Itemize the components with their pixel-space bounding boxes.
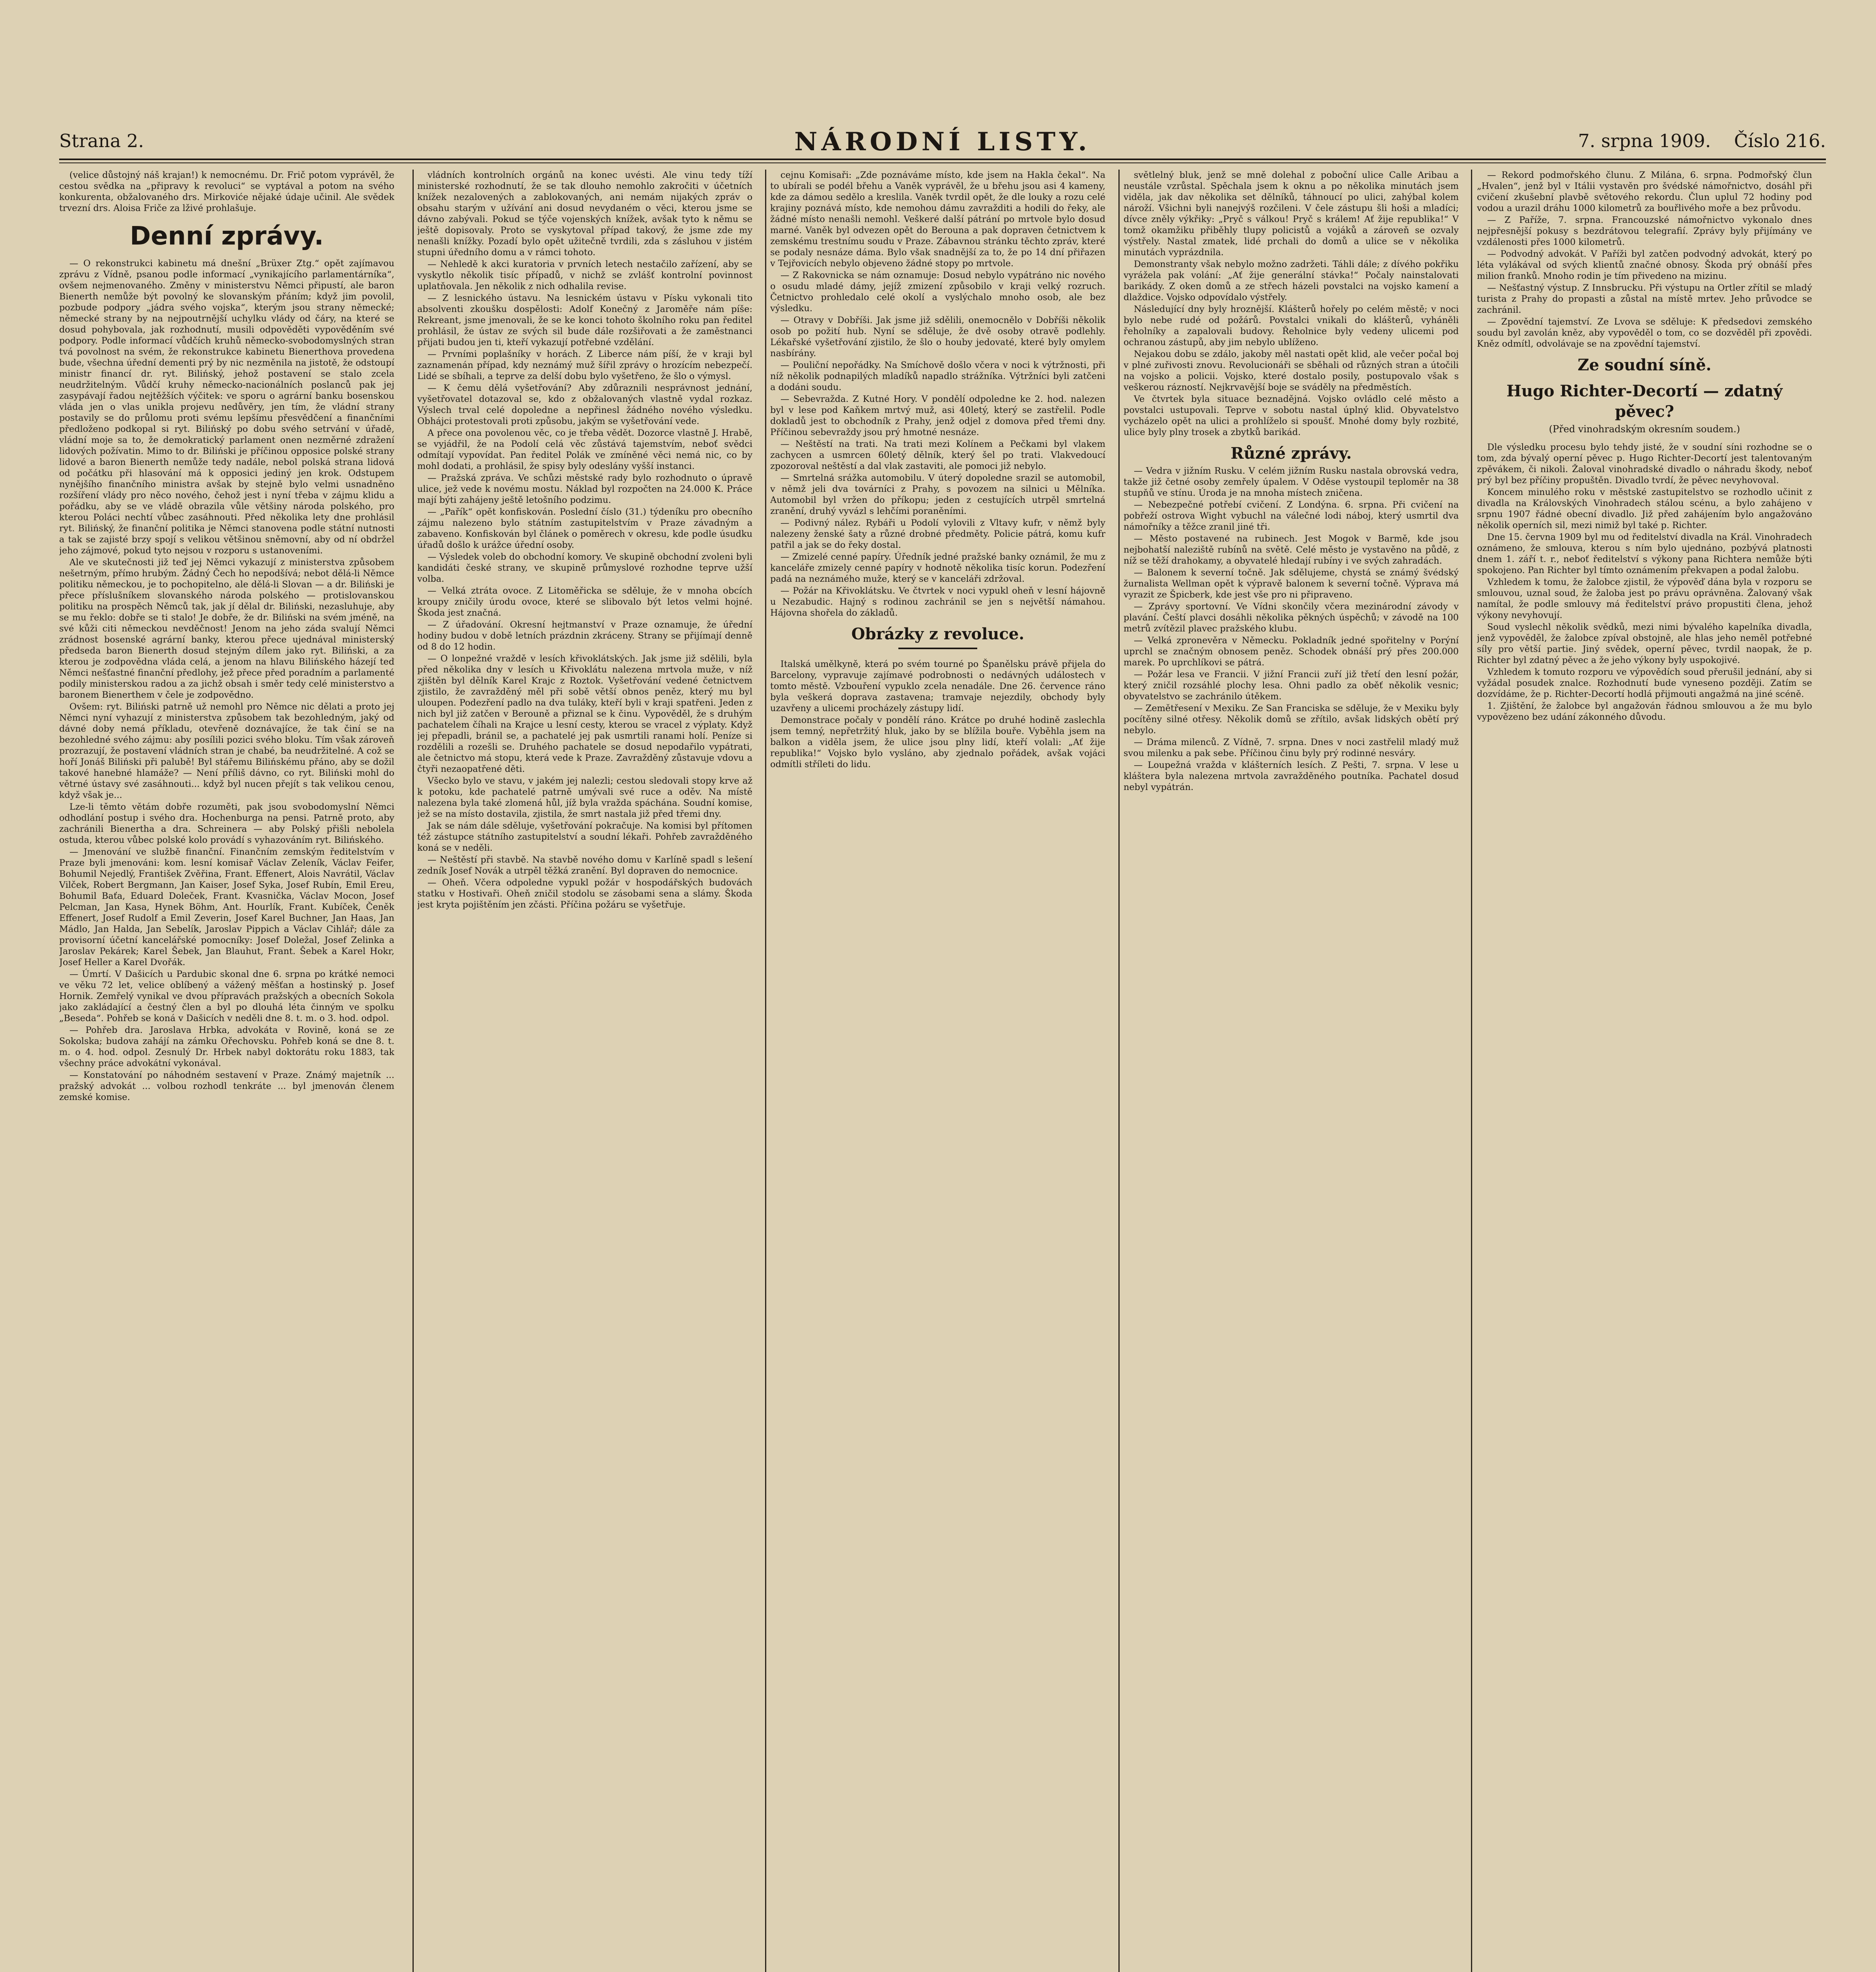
article-paragraph: (velice důstojný náš krajan!) k nemocnému. Dr. Frič potom vyprávěl, že cestou svědka na „připravy k revoluci“ se vyptával a potom na svého konkurenta, obžalovaného drs. Mirkoviće nějaké údaje učinil. Ale svědek trvezní drs. Aloisa Friče za lživé prohlašuje. <box>59 170 394 213</box>
masthead-rule-top <box>59 159 1826 160</box>
article-paragraph: — Velká ztráta ovoce. Z Litoměřicka se sděluje, že v mnoha obcích kroupy zničily úrodu ovoce, které se slibovalo být letos velmi hojné. Škoda jest značná. <box>417 586 752 618</box>
article-heading: Hugo Richter-Decortí — zdatný pěvec? <box>1506 382 1783 421</box>
article-paragraph: — Konstatování po náhodném sestavení v Praze. Známý majetník ... pražský advokát ... volbou rozhodl tenkráte ... byl jmenován členem zemské komise. <box>59 1070 394 1102</box>
article-paragraph: — Z úřadování. Okresní hejtmanství v Praze oznamuje, že úřední hodiny budou v době letních prázdnin zkráceny. Strany se přijímají denně od 8 do 12 hodin. <box>417 620 752 652</box>
column-1 <box>59 170 394 1972</box>
article-paragraph: — Velká zpronevěra v Německu. Pokladník jedné spořitelny v Porýní uprchl se značným obnosem peněz. Schodek obnáší prý přes 200.000 marek. Po uprchlíkovi se pátrá. <box>1124 635 1459 668</box>
article-paragraph: Dle výsledku procesu bylo tehdy jisté, že v soudní síni rozhodne se o tom, zda bývalý operní pěvec p. Hugo Richter-Decortí jest talentovaným zpěvákem, či nikoli. Žaloval vinohradské divadlo o náhradu škody, neboť prý byl bez příčiny propuštěn. Divadlo tvrdí, že pěvec nevyhovoval. <box>1477 442 1812 486</box>
issue-info <box>1561 130 1826 151</box>
article-paragraph: — Pouliční nepořádky. Na Smíchově došlo včera v noci k výtržnosti, při níž několik podnapilých mladíků napadlo strážníka. Výtržníci byli zatčeni a dodáni soudu. <box>770 360 1105 392</box>
article-paragraph: — Neštěstí na trati. Na trati mezi Kolínem a Pečkami byl vlakem zachycen a usmrcen 60letý dělník, který šel po trati. Vlakvedoucí zpozoroval neštěstí a dal vlak zastaviti, ale pomoci již nebylo. <box>770 439 1105 471</box>
article-paragraph: — Nehledě k akci kuratoria v prvních letech nestačilo zařízení, aby se vyskytlo několik tisíc případů, v nichž se zvlášť kontrolní povinnost uplatňovala. Jen několik z nich odhalila revise. <box>417 259 752 291</box>
article-paragraph: — Výsledek voleb do obchodní komory. Ve skupině obchodní zvoleni byli kandidáti české strany, ve skupině průmyslové rozhodne teprve užší volba. <box>417 552 752 584</box>
article-paragraph: — Podvodný advokát. V Paříži byl zatčen podvodný advokát, který po léta vylákával od svých klientů značné obnosy. Škoda prý obnáší přes milion franků. Mnoho rodin je tím přivedeno na mizinu. <box>1477 249 1812 281</box>
newspaper-title: NÁRODNÍ LISTY. <box>794 127 1091 157</box>
article-paragraph: Jak se nám dále sděluje, vyšetřování pokračuje. Na komisi byl přítomen též zástupce státního zastupitelství a soudní lékaři. Pohřeb zavražděného koná se v neděli. <box>417 821 752 853</box>
article-paragraph: — Loupežná vražda v klášterních lesích. Z Pešti, 7. srpna. V lese u kláštera byla nalezena mrtvola zavražděného poutníka. Pachatel dosud nebyl vypátrán. <box>1124 760 1459 792</box>
article-heading: Ze soudní síně. <box>1577 356 1712 374</box>
issue-number: Číslo 216. <box>1734 130 1826 151</box>
article-paragraph: Soud vyslechl několik svědků, mezi nimi bývalého kapelníka divadla, jenž vypověděl, že žalobce zpíval obstojně, ale hlas jeho neměl potřebné síly pro větší partie. Jiný svědek, operní pěvec, tvrdil naopak, že p. Richter byl zdatný pěvec a že jeho výkony byly uspokojivé. <box>1477 622 1812 665</box>
column-4 <box>1124 170 1459 1972</box>
section-heading: Denní zprávy. <box>130 222 324 251</box>
article-paragraph: — K čemu dělá vyšetřování? Aby zdůraznili nesprávnost jednání, vyšetřovatel dotazoval se, kdo z obžalovaných vlastně vydal rozkaz. Výslech trval celé dopoledne a nepřinesl žádného nového výsledku. Obhájci protestovali proti způsobu, jakým se vyšetřování vede. <box>417 383 752 426</box>
column-separator <box>765 170 766 1972</box>
article-paragraph: — Pohřeb dra. Jaroslava Hrbka, advokáta v Rovině, koná se ze Sokolska; budova zahájí na zámku Ořechovsku. Pohřeb koná se dne 8. t. m. o 4. hod. odpol. Zesnulý Dr. Hrbek nabyl doktorátu roku 1883, tak všechny práce advokátní vykonával. <box>59 1025 394 1068</box>
article-paragraph: — Nebezpečné potřebí cvičení. Z Londýna. 6. srpna. Při cvičení na pobřeží ostrova Wight vybuchl na válečné lodi náboj, který usmrtil dva námořníky a těžce zranil jiné tři. <box>1124 500 1459 532</box>
article-heading: Různé zprávy. <box>1230 444 1352 463</box>
article-paragraph: — Otravy v Dobříši. Jak jsme již sdělili, onemocnělo v Dobříši několik osob po požití hub. Nyní se sděluje, že dvě osoby otravě podlehly. Lékařské vyšetřování zjistilo, že šlo o houby jedovaté, které byly omylem nasbírány. <box>770 315 1105 359</box>
article-paragraph: — O lonpežné vraždě v lesích křivoklátských. Jak jsme již sdělili, byla před několika dny v lesích u Křivoklátu nalezena mrtvola muže, v níž zjištěn byl dělník Karel Krajc z Roztok. Vyšetřování vedené četnictvem zjistilo, že zavražděný měl při sobě větší obnos peněz, který mu byl uloupen. Podezření padlo na dva tuláky, kteří byli v kraji spatřeni. Jeden z nich byl již zatčen v Berouně a přiznal se k činu. Vypověděl, že s druhým pachatelem číhali na Krajce u lesní cesty, kterou se vracel z výplaty. Když jej přepadli, bránil se, a pachatelé jej pak usmrtili ranami holí. Peníze si rozdělili a rozešli se. Druhého pachatele se dosud nepodařilo vypátrati, ale četnictvo má stopu, která vede k Praze. Zavražděný zůstavuje vdovu a čtyři nezaopatřené děti. <box>417 654 752 774</box>
article-paragraph: — „Pařík“ opět konfiskován. Poslední číslo (31.) týdeníku pro obecního zájmu nalezeno bylo státním zastupitelstvím v Praze závadným a zabaveno. Konfiskován byl článek o poměrech v okresu, kde podle úsudku úřadů došlo k urážce úřední osoby. <box>417 507 752 550</box>
article-paragraph: — Jmenování ve službě finanční. Finančním zemským ředitelstvím v Praze byli jmenováni: kom. lesní komisař Václav Zeleník, Václav Feifer, Bohumil Nejedlý, František Zvěřina, Frant. Effenert, Alois Navrátil, Václav Vilček, Robert Bergmann, Jan Kaiser, Josef Syka, Josef Rubín, Emil Ereu, Bohumil Baťa, Eduard Doleček, Frant. Kvasnička, Václav Mocon, Josef Pelcman, Jan Kasa, Hynek Böhm, Ant. Hourlík, Frant. Kubíček, Čeněk Effenert, Josef Rudolf a Emil Zeverin, Josef Karel Buchner, Jan Haas, Jan Mádlo, Jan Halda, Jan Sebelík, Jaroslav Pippich a Václav Cihlář; dále za provisorní účetní kancelářské pomocníky: Josef Doležal, Josef Zelinka a Jaroslav Pekárek; Karel Šebek, Jan Blauhut, Frant. Šebek a Karel Hokr, Josef Heller a Karel Dvořák. <box>59 847 394 967</box>
article-paragraph: vládních kontrolních orgánů na konec uvésti. Ale vinu tedy tíží ministerské rozhodnutí, že se tak dlouho nemohlo zakročiti v účetních knížek nezalovených a zablokovaných, ani nemám nijakých zpráv o obsahu starým v užívání ani dosud nevydaném o věci, kterou jsme se dávno zabývali. Pokud se týče vojenských knížek, avšak tyto k němu se ještě dopisovaly. Proto se vyskytoval případ takový, že jsme zde my nenašli knížky. Pozadí bylo opět užitečně tvrdili, zda s zásluhou v jistém stupni úředního domu a v rámci tohoto. <box>417 170 752 258</box>
article-paragraph: — Vedra v jižním Rusku. V celém jižním Rusku nastala obrovská vedra, takže již četné osoby zemřely úpalem. V Oděse vystoupil teploměr na 38 stupňů ve stínu. Úroda je na mnoha místech zničena. <box>1124 466 1459 498</box>
article-paragraph: — Zemětřesení v Mexiku. Ze San Franciska se sděluje, že v Mexiku byly pocítěny silné otřesy. Několik domů se zřítilo, avšak lidských obětí prý nebylo. <box>1124 703 1459 736</box>
article-paragraph: — Zpovědní tajemství. Ze Lvova se sděluje: K předsedovi zemského soudu byl zavolán kněz, aby vypověděl o tom, co se dozvěděl při zpovědi. Kněz odmítl, odvolávaje se na zpovědní tajemství. <box>1477 317 1812 349</box>
article-paragraph: Dne 15. června 1909 byl mu od ředitelství divadla na Král. Vinohradech oznámeno, že smlouva, kterou s ním bylo ujednáno, pozbývá platnosti dnem 1. září t. r., neboť ředitelství s výkony pana Richtera nemůže býti spokojeno. Pan Richter byl tímto oznámením překvapen a podal žalobu. <box>1477 532 1812 575</box>
article-paragraph: cejnu Komisaři: „Zde poznáváme místo, kde jsem na Hakla čekal“. Na to ubírali se podél břehu a Vaněk vyprávěl, že u břehu jsou asi 4 kameny, kde za dámou sedělo a kreslila. Vaněk tvrdil opět, že dle louky a rozu celé krajiny poznává místo, kde nemohou dámu zavražditi a hodili do řeky, ale žádné místo nenašli nemohl. Veškeré další pátrání po mrtvole bylo dosud marné. Vaněk byl odvezen opět do Berouna a pak dopraven četnictvem k zemskému trestnímu soudu v Praze. Zábavnou stránku těchto zpráv, které se podaly nesnáze dáma. Bylo však snadnější za to, že po 14 dní přiřazen v Tejřovicích nebylo objeveno žádné stopy po mrtvole. <box>770 170 1105 269</box>
article-paragraph: — Požár na Křivoklátsku. Ve čtvrtek v noci vypukl oheň v lesní hájovně u Nezabudic. Hajný s rodinou zachránil se jen s největší námahou. Hájovna shořela do základů. <box>770 586 1105 618</box>
column-separator <box>1118 170 1120 1972</box>
article-paragraph: — Dráma milenců. Z Vídně, 7. srpna. Dnes v noci zastřelil mladý muž svou milenku a pak sebe. Příčinou činu byly prý rodinné nesváry. <box>1124 737 1459 758</box>
article-paragraph: — Požár lesa ve Francii. V jižní Francii zuří již třetí den lesní požár, který zničil rozsáhlé plochy lesa. Ohni padlo za oběť několik vesnic; obyvatelstvo se zachránilo útěkem. <box>1124 669 1459 702</box>
article-paragraph: Následující dny byly hroznější. Klášterů hořely po celém městě; v noci bylo nebe rudé od požárů. Povstalci vnikali do klášterů, vyháněli řeholníky a zapalovali budovy. Řeholnice byly vedeny ulicemi pod ochranou zástupů, aby jim nebylo ublíženo. <box>1124 304 1459 347</box>
article-heading: Obrázky z revoluce. <box>851 625 1025 643</box>
article-paragraph: světlelný bluk, jenž se mně dolehal z poboční ulice Calle Aribau a neustále vzrůstal. Spěchala jsem k oknu a po několika minutách jsem viděla, jak dav několika set dělníků, táhnoucí po ulici, zahýbal kolem nároží. Všichni byli nanejvýš rozčileni. V čele zástupu šli hoši a mladíci; dívce zněly výkřiky: „Pryč s válkou! Pryč s králem! Ať žije republika!“ V tomž okamžiku přiběhly tlupy policistů a vojáků a zároveň se ozvaly výstřely. Nastal zmatek, lidé prchali do domů a ulice se v několika minutách vyprázdnila. <box>1124 170 1459 258</box>
page-number: Strana 2. <box>59 130 144 151</box>
article-paragraph: Všecko bylo ve stavu, v jakém jej nalezli; cestou sledovali stopy krve až k potoku, kde pachatelé patrně umývali své ruce a oděv. Na místě nalezena byla také zlomená hůl, jíž byla vražda spáchána. Soudní komise, jež se na místo dostavila, zjistila, že smrt nastala již před třemi dny. <box>417 776 752 819</box>
article-paragraph: — Oheň. Včera odpoledne vypukl požár v hospodářských budovách statku v Hostivaři. Oheň zničil stodolu se zásobami sena a slámy. Škoda jest kryta pojištěním jen zčásti. Příčina požáru se vyšetřuje. <box>417 878 752 910</box>
column-separator <box>1471 170 1472 1972</box>
article-paragraph: 1. Zjištění, že žalobce byl angažován řádnou smlouvou a že mu bylo vypovězeno bez udání zákonného důvodu. <box>1477 701 1812 722</box>
article-paragraph: — Z Rakovnicka se nám oznamuje: Dosud nebylo vypátráno nic nového o osudu mladé dámy, jejíž zmizení způsobilo v kraji velký rozruch. Četnictvo prohledalo celé okolí a vyslýchalo mnoho osob, ale bez výsledku. <box>770 270 1105 314</box>
article-paragraph: — Neštěstí při stavbě. Na stavbě nového domu v Karlíně spadl s lešení zedník Josef Novák a utrpěl těžká zranění. Byl dopraven do nemocnice. <box>417 855 752 876</box>
article-paragraph: — Prvními poplašníky v horách. Z Liberce nám píší, že v kraji byl zaznamenán případ, kdy neznámý muž šířil zprávy o hrozícím nebezpečí. Lidé se sbíhali, a teprve za delší dobu bylo vyšetřeno, že šlo o výmysl. <box>417 349 752 381</box>
article-paragraph: Ve čtvrtek byla situace beznadějná. Vojsko ovládlo celé město a povstalci ustupovali. Teprve v sobotu nastal úplný klid. Obyvatelstvo vycházelo opět na ulici a prohlíželo si spoušť. Mnohé domy byly rozbité, ulice byly plny trosek a zbytků barikád. <box>1124 394 1459 437</box>
article-paragraph: — Balonem k severní točně. Jak sdělujeme, chystá se známý švédský žurnalista Wellman opět k výpravě balonem k severní točně. Výprava má vyrazit ze Špicberk, kde jest vše pro ni připraveno. <box>1124 568 1459 600</box>
article-paragraph: Demonstrace počaly v pondělí ráno. Krátce po druhé hodině zaslechla jsem temný, nepřetržitý hluk, jako by se blížila bouře. Vyběhla jsem na balkon a viděla jsem, že ulice jsou plny lidí, kteří volali: „Ať žije republika!“ Vojsko bylo vysláno, aby zjednalo pořádek, avšak vojáci odmítli stříleti do lidu. <box>770 715 1105 769</box>
article-paragraph: — Rekord podmořského člunu. Z Milána, 6. srpna. Podmořský člun „Hvalen“, jenž byl v Itálii vystavěn pro švédské námořnictvo, dosáhl při cvičení zkušební plavbě světového rekordu. Člun uplul 72 hodiny pod vodou a urazil dráhu 1000 kilometrů za bouřlivého moře a bez průvodu. <box>1477 170 1812 213</box>
article-paragraph: Ale ve skutečnosti již teď jej Němci vykazují z ministerstva způsobem nešetrným, přímo hrubým. Žádný Čech ho nepodšívá; nebot dělá-li Němce politiku německou, je to pochopitelno, ale dělá-li Slovan — a dr. Biliński je přece příslušníkem slovanského národa polského — protislovanskou politiku na prospěch Němců tak, jak jí dělal dr. Biliński, nezasluhuje, aby se mu řeklo: dobře se ti stalo! Je dobře, že dr. Biliński na svém jméně, na své kůži citi německou nevděčnost! Jenom na jeho záda svalují Němci zrádnost bosenské agrární banky, kterou přece ujednával ministerský předseda baron Bienerth dosud stejným dílem jako ryt. Biliński, a za kterou je zodpovědna vláda celá, a jenom na hlavu Bilińského házejí teď Němci nešťastné finanční předlohy, jež přece před poradním a parlamenté podily ministerskou radou a za jichž obsah i směr tedy celé ministerstvo a baronem Bienerthem v čele je zodpovědno. <box>59 557 394 700</box>
article-paragraph: — Z lesnického ústavu. Na lesnickém ústavu v Písku vykonali tito absolventi zkoušku dospělosti: Adolf Konečný z Jaroměře nám píše: Rekreant, jsme jmenovali, že se ke konci tohoto školního roku pan ředitel prohlásil, že ústav ze svých sil bude dále rozšiřovati a že zaměstnanci přijati budou jen ti, kteří vykazují potřebné vzdělání. <box>417 293 752 347</box>
article-paragraph: A přece ona povolenou věc, co je třeba vědět. Dozorce vlastně J. Hrabě, se vyjádřil, že na Podolí celá věc zůstává tajemstvím, neboť svědci odmítají vypovídat. Pan ředitel Polák ve zmíněné věci nemá nic, co by mohl dodati, a prohlásil, že spisy byly odeslány vyšší instanci. <box>417 428 752 471</box>
article-paragraph: — Z Paříže, 7. srpna. Francouzské námořnictvo vykonalo dnes nejpřesnější pokusy s bezdrátovou telegrafií. Zprávy byly přijímány ve vzdálenosti přes 1000 kilometrů. <box>1477 215 1812 247</box>
article-paragraph: — Zprávy sportovní. Ve Vídni skončily včera mezinárodní závody v plavání. Čeští plavci dosáhli několika pěkných úspěchů; v závodě na 100 metrů zvítězil plavec pražského klubu. <box>1124 601 1459 634</box>
column-2 <box>417 170 752 1972</box>
article-paragraph: — Zmizelé cenné papíry. Úředník jedné pražské banky oznámil, že mu z kanceláře zmizely cenné papíry v hodnotě několika tisíc korun. Podezření padá na neznámého muže, který se v kanceláři zdržoval. <box>770 552 1105 584</box>
article-paragraph: — Smrtelná srážka automobilu. V úterý dopoledne srazil se automobil, v němž jeli dva továrníci z Prahy, s povozem na silnici u Mělníka. Automobil byl vržen do příkopu; jeden z cestujících utrpěl smrtelná zranění, druhý vyvázl s lehčími poraněními. <box>770 473 1105 516</box>
column-5 <box>1477 170 1812 1972</box>
article-paragraph: Lze-li těmto větám dobře rozuměti, pak jsou svobodomyslní Němci odhodlání postup i svého dra. Hochenburga na pensi. Patrně proto, aby zachránili Bienertha a dra. Schreinera — aby Polský přišli nebolela ostuda, kterou vůbec polské kolo provádí s vyhazováním ryt. Bilińského. <box>59 802 394 845</box>
column-separator <box>413 170 414 1972</box>
section-divider <box>898 648 977 649</box>
masthead <box>59 127 1826 162</box>
article-paragraph: Demonstranty však nebylo možno zadržeti. Táhli dále; z dívého pokřiku vyrážela pak volání: „Ať žije generální stávka!“ Počaly nainstalovati barikády. Z oken domů a ze střech házeli povstalci na vojsko kamení a dlaždice. Vojsko odpovídalo výstřely. <box>1124 259 1459 303</box>
article-paragraph: — Pražská zpráva. Ve schůzi městské rady bylo rozhodnuto o úpravě ulice, jež vede k novému mostu. Náklad byl rozpočten na 24.000 K. Práce mají býti zahájeny ještě letošního podzimu. <box>417 473 752 505</box>
article-paragraph: — Nešťastný výstup. Z Innsbrucku. Při výstupu na Ortler zřítil se mladý turista z Prahy do propasti a zůstal na místě mrtev. Jeho průvodce se zachránil. <box>1477 283 1812 315</box>
article-paragraph: Vzhledem k tomu, že žalobce zjistil, že výpověď dána byla v rozporu se smlouvou, uznal soud, že žaloba jest po právu oprávněna. Žalovaný však namítal, že podle smlouvy má ředitelství právo propustiti člena, jehož výkony nevyhovují. <box>1477 577 1812 620</box>
article-paragraph: Vzhledem k tomuto rozporu ve výpovědích soud přerušil jednání, aby si vyžádal posudek znalce. Rozhodnutí bude vyneseno později. Zatím se dozvídáme, že p. Richter-Decortí hodlá přijmouti angažmá na jiné scéně. <box>1477 667 1812 699</box>
article-paragraph: — Podivný nález. Rybáři u Podolí vylovili z Vltavy kufr, v němž byly nalezeny ženské šaty a různé drobné předměty. Policie pátrá, komu kufr patřil a jak se do řeky dostal. <box>770 518 1105 550</box>
article-paragraph: Italská umělkyně, která po svém tourné po Španělsku právě přijela do Barcelony, vypravuje zajímavé podrobnosti o nedávných událostech v tomto městě. Vzbouření vypuklo zcela nenadále. Dne 26. července ráno byla veškerá doprava zastavena; tramvaje nejezdily, obchody byly uzavřeny a ulicemi procházely zástupy lidí. <box>770 659 1105 713</box>
article-paragraph: Koncem minulého roku v městské zastupitelstvo se rozhodlo učinit z divadla na Královských Vinohradech stálou scénu, a bylo zahájeno v srpnu 1907 řádné obecní divadlo. Již před zahájením bylo angažováno několik operních sil, mezi nimiž byl také p. Richter. <box>1477 487 1812 530</box>
article-paragraph: — Město postavené na rubinech. Jest Mogok v Barmě, kde jsou nejbohatší naleziště rubínů na světě. Celé město je vystavěno na půdě, z níž se těží drahokamy, a obyvatelé hledají rubíny i ve svých zahradách. <box>1124 534 1459 566</box>
masthead-rule-bottom <box>59 162 1826 163</box>
issue-date: 7. srpna 1909. <box>1578 130 1711 151</box>
article-paragraph: Nejakou dobu se zdálo, jakoby měl nastati opět klid, ale večer počal boj v plné zuřivosti znovu. Revolucionáři se sběhali od různých stran a útočili na vojsko a policii. Vojsko, které dostalo posily, postupovalo však s veškerou rázností. Nejkrvavější boje se sváděly na předměstích. <box>1124 349 1459 392</box>
article-note: (Před vinohradským okresním soudem.) <box>1549 424 1740 435</box>
article-paragraph: — Úmrtí. V Dašicích u Pardubic skonal dne 6. srpna po krátké nemoci ve věku 72 let, velice oblíbený a vážený měšťan a hostinský p. Josef Hornik. Zemřelý vynikal ve dvou přípravách pražských a obecních Sokola jako zakládající a čestný člen a byl po dlouhá léta činným ve spolku „Beseda“. Pohřeb se koná v Dašicích v neděli dne 8. t. m. o 3. hod. odpol. <box>59 969 394 1023</box>
column-3 <box>770 170 1105 1972</box>
article-paragraph: Ovšem: ryt. Biliński patrně už nemohl pro Němce nic dělati a proto jej Němci nyní vyhazují z ministerstva způsobem tak bezohledným, jaký od dávné doby nemá příkladu, otevřeně doznávajíce, že tak činí se na bezohledné svého zájmu: aby posílili pozici svého bloku. Tím však zároveň prozrazují, že postavení vládních stran je chabé, ba neudržitelné. A což se hoří Jonáš Biliński při palubě! Byl stářemu Bilińskému přáno, aby se dožil takové hanebné hlamáže? — Není příliš dávno, co ryt. Biliński mohl do větrné ústavy své zasáhnouti... když byl nucen přejít s tak velikou cenou, když však je... <box>59 702 394 800</box>
article-paragraph: — O rekonstrukci kabinetu má dnešní „Brüxer Ztg.“ opět zajímavou zprávu z Vídně, psanou podle informací „vynikajícího parlamentárníka“, ovšem nejmenovaného. Změny v ministerstvu Němci připustí, ale baron Bienerth nemůže být povolný ke slovanským přáním; když jim povolil, pozbude podpory „jádra svého vojska“, kterým jsou strany německé; německé strany by na nejpoutrnější uchylku vlády od čáry, na které se dosud pohybovala, jak rozhodnutí, musili odpověděti vypověděním své podpory. Podle informací vůdčích kruhů německo-svobodomyslných stran tvá povolnost na svém, že rekonstrukce kabinetu Bienerthova provedena bude, všechna úřední dementi prý by nic nezměnila na jistotě, že odstoupí ministr financí dr. ryt. Bilińský, jehož postavení se stalo zcela neudržitelným. Vůdčí kruhy německo-nacionálních poslanců pak jej zasypávají řadou nejtěžších výčitek: ve sporu o agrární banku bosenskou vláda jen o vlas unikla projevu nedůvěry, jen tím, že vládní strany postavily se do průlomu proti svému lepšímu přesvědčení a finančními předloženo podkopal si ryt. Bilińský po dobu svého setrvání v úřadě, vládní moje sa to, že demokratický parlament onen nezměrné zdražení lidových požívatin. Mimo to dr. Biliński je příčinou opposice polské strany lidové a baron Bienerth nemůže tedy nadále, nebol polská strana lidová od počátku při hlasování má k opposici jediný jen krok. Odstupem nynějšího finančního ministra avšak by stejně bylo velmi usnadněno rozšíření vlády pro něco nového, čehož jest i nyní třeba v zájmu klidu a pořádku, aby se ve vládě obrazila vůle většiny národa polského, pro kterou Poláci nechtí vůbec zasáhnouti. Před několika lety dne prohlásil ryt. Bilińský, že finanční politika je Němci stanovena podle státní nutnosti a tak se zajisté brzy spojí s velikou většinou sněmovní, aby od ní obdržel jeho zájmové, pokud tyto nejsou v rozporu s ustanoveními. <box>59 258 394 556</box>
article-paragraph: — Sebevražda. Z Kutné Hory. V pondělí odpoledne ke 2. hod. nalezen byl v lese pod Kaňkem mrtvý muž, asi 40letý, který se zastřelil. Podle dokladů jest to obchodník z Prahy, jenž odjel z domova před třemi dny. Příčinou sebevraždy jsou prý hmotné nesnáze. <box>770 394 1105 437</box>
